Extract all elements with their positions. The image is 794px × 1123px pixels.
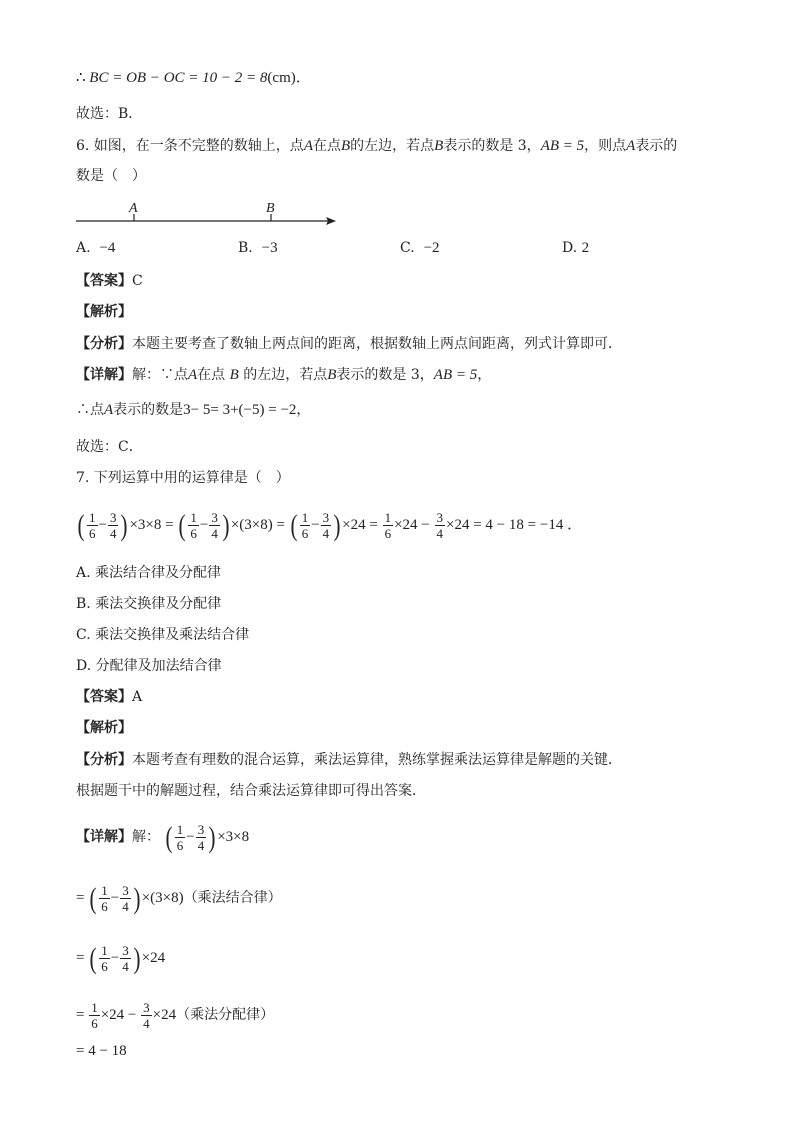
answer-value: A bbox=[132, 689, 143, 705]
q6-option-b bbox=[238, 240, 278, 257]
q7-xiangjie-step2: = ( $\frac{1}{6}$ − $\frac{3}{4}$ ) ×24 bbox=[76, 941, 166, 975]
q6-stem-line2: 数是（ ） bbox=[76, 168, 146, 184]
q7-xiangjie-step0: 【详解】解： ( $\frac{1}{6}$ − $\frac{3}{4}$ ) ×3×8 bbox=[76, 820, 250, 854]
q5-unit: cm bbox=[272, 70, 291, 86]
fenxi-tag: 【分析】 bbox=[76, 336, 132, 352]
number-line-label-b: B bbox=[266, 201, 275, 216]
q6-analysis-tag: 【解析】 bbox=[76, 304, 132, 320]
fenxi-text: 本题主要考查了数轴上两点间的距离，根据数轴上两点间距离，列式计算即可． bbox=[132, 336, 622, 352]
conclusion-text: 表示的数是 bbox=[113, 402, 184, 418]
q7-xiangjie-step4: = 4 − 18 bbox=[76, 1043, 127, 1059]
q7-option-d: D. 分配律及加法结合律 bbox=[76, 658, 222, 674]
q6-stem-text: 6. 如图，在一条不完整的数轴上，点 bbox=[76, 138, 304, 154]
q6-answer bbox=[76, 271, 143, 291]
q6-option-d bbox=[562, 240, 589, 257]
q7-answer bbox=[76, 687, 142, 707]
answer-tag: 【答案】 bbox=[76, 273, 132, 289]
xiangjie-text: 在点 bbox=[197, 367, 226, 383]
xiangjie-tag: 【详解】 bbox=[76, 829, 132, 845]
q5-select: 故选：B． bbox=[76, 106, 143, 122]
point-a-label: A bbox=[626, 138, 636, 154]
point-a-label: A bbox=[104, 402, 114, 418]
q6-option-c bbox=[400, 240, 440, 257]
point-b-label: B bbox=[327, 367, 337, 383]
q7-xiangjie-step1: = ( $\frac{1}{6}$ − $\frac{3}{4}$ ) ×(3×8)（乘法结合律） bbox=[76, 881, 282, 915]
fenxi-tag: 【分析】 bbox=[76, 752, 132, 768]
q6-conclusion bbox=[76, 400, 310, 420]
fraction-3-4: $\frac{3}{4}$ bbox=[109, 510, 117, 542]
answer-value: C bbox=[132, 273, 143, 289]
fraction-1-6: $\frac{1}{6}$ bbox=[89, 510, 96, 542]
point-a-label: A bbox=[188, 367, 198, 383]
q5-conclusion: ∴ BC = OB − OC = 10 − 2 = 8(cm)． bbox=[76, 70, 311, 86]
q6-stem-text: 在点 bbox=[312, 138, 341, 154]
point-b-label: B bbox=[340, 138, 351, 154]
q6-stem-text: 表示的 bbox=[635, 138, 678, 154]
xiangjie-text: 解： bbox=[132, 829, 160, 845]
ab-equation: AB = 5 bbox=[540, 138, 585, 154]
answer-tag: 【答案】 bbox=[76, 689, 132, 705]
point-b-label: B bbox=[229, 367, 239, 383]
q5-unit-wrapper: (cm) bbox=[267, 70, 296, 86]
q7-stem: 7. 下列运算中用的运算律是（ ） bbox=[76, 470, 290, 486]
q7-option-b: B. 乘法交换律及分配律 bbox=[76, 596, 222, 612]
fenxi-text: 本题考查有理数的混合运算，乘法运算律，熟练掌握乘法运算律是解题的关键． bbox=[132, 752, 622, 768]
number-line-figure bbox=[70, 196, 350, 232]
xiangjie-text: 的左边，若点 bbox=[243, 367, 328, 383]
q7-fenxi2: 根据题干中的解题过程，结合乘法运算律即可得出答案． bbox=[76, 783, 426, 799]
therefore-symbol: ∴ bbox=[76, 70, 86, 86]
option-value: −4 bbox=[99, 240, 116, 256]
option-letter: D. bbox=[562, 240, 578, 256]
xiangjie-text: 解：∵点 bbox=[132, 367, 188, 383]
xiangjie-text: 表示的数是 3， bbox=[336, 367, 434, 383]
number-line-label-a: A bbox=[129, 201, 138, 216]
conclusion-text: ∴点 bbox=[76, 402, 104, 418]
q7-option-a: A. 乘法结合律及分配律 bbox=[76, 565, 222, 581]
option-letter: B. bbox=[238, 240, 253, 256]
xiangjie-text: ， bbox=[477, 367, 492, 383]
q6-stem-line1 bbox=[76, 136, 677, 156]
option-letter: C. bbox=[400, 240, 415, 256]
q7-fenxi bbox=[76, 750, 622, 770]
q6-xiangjie bbox=[76, 365, 491, 385]
q6-option-a bbox=[76, 240, 115, 257]
note-distributive: （乘法分配律） bbox=[176, 1007, 275, 1023]
conclusion-math: 3− 5= 3+(−5) = −2 bbox=[183, 402, 297, 418]
note-associative: （乘法结合律） bbox=[183, 890, 282, 906]
ab-equation: AB = 5 bbox=[433, 367, 478, 383]
q7-option-c: C. 乘法交换律及乘法结合律 bbox=[76, 627, 250, 643]
q5-formula: BC = OB − OC = 10 − 2 = 8 bbox=[89, 70, 268, 86]
option-value: 2 bbox=[581, 240, 590, 256]
xiangjie-tag: 【详解】 bbox=[76, 367, 132, 383]
q6-fenxi bbox=[76, 334, 622, 354]
point-a-label: A bbox=[303, 138, 313, 154]
q6-stem-text: ，则点 bbox=[584, 138, 627, 154]
q6-select: 故选：C． bbox=[76, 439, 143, 455]
point-b-label: B bbox=[434, 138, 444, 154]
option-value: −3 bbox=[261, 240, 278, 256]
q7-analysis-tag: 【解析】 bbox=[76, 720, 132, 736]
q7-xiangjie-step3: = $\frac{1}{6}$ ×24 − $\frac{3}{4}$ ×24（乘法分配律） bbox=[76, 1000, 275, 1032]
option-value: −2 bbox=[423, 240, 440, 256]
q6-stem-text: 的左边，若点 bbox=[350, 138, 435, 154]
option-letter: A. bbox=[76, 240, 91, 256]
conclusion-text: ， bbox=[296, 402, 311, 418]
q7-expression: ( $\frac{1}{6}$ − $\frac{3}{4}$ ) ×3×8 = ( $\frac{1}{6}$ − $\frac{3}{4}$ ) ×(3×8) = ( $\frac{1}{6}$ − $\frac{3}{4}$ ) ×24 = $\frac{1}{6}$ ×24 − $\frac{3}{4}$ ×24 = 4 − 18 = −14 ． bbox=[77, 508, 583, 542]
q6-stem-text: 表示的数是 3， bbox=[443, 138, 541, 154]
